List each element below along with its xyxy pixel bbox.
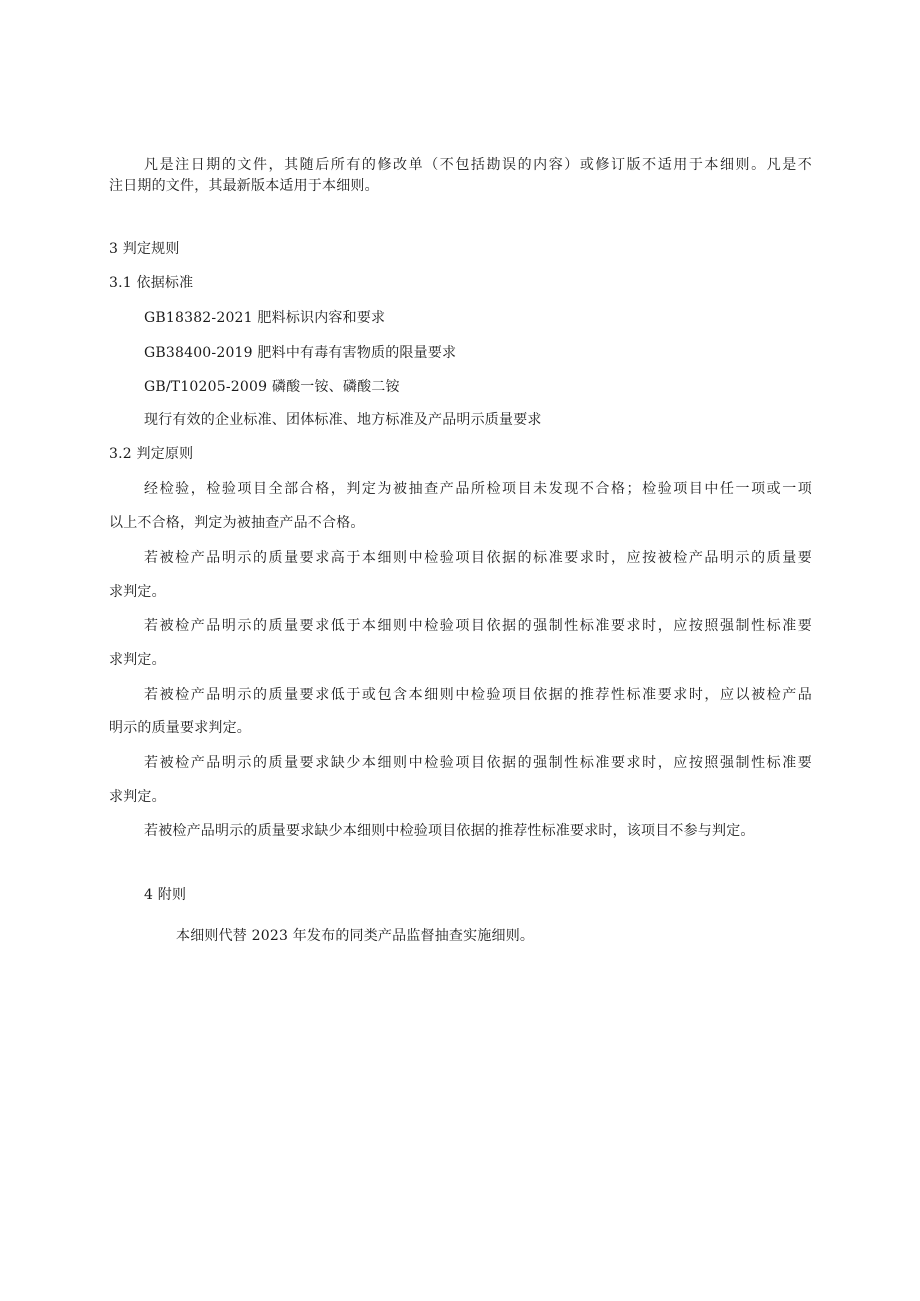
- principle-paragraph-6-line-1: 若被检产品明示的质量要求缺少本细则中检验项目依据的推荐性标准要求时，该项目不参与判定。: [144, 823, 755, 839]
- principle-paragraph-3-line-1: 若被检产品明示的质量要求低于本细则中检验项目依据的强制性标准要求时，应按照强制性标准要: [144, 618, 812, 634]
- intro-paragraph-line-2: 注日期的文件，其最新版本适用于本细则。: [109, 178, 379, 194]
- standard-item: GB/T10205-2009 磷酸一铵、磷酸二铵: [144, 379, 400, 395]
- principle-paragraph-1-line-2: 以上不合格，判定为被抽查产品不合格。: [109, 515, 365, 531]
- principle-paragraph-5-line-2: 求判定。: [109, 789, 166, 805]
- principle-paragraph-1-line-1: 经检验，检验项目全部合格，判定为被抽查产品所检项目未发现不合格；检验项目中任一项或一项: [144, 481, 812, 497]
- section-3-2-heading: 3.2 判定原则: [109, 446, 194, 462]
- standard-item: GB18382-2021 肥料标识内容和要求: [144, 310, 386, 326]
- principle-paragraph-3-line-2: 求判定。: [109, 652, 166, 668]
- section-3-heading: 3 判定规则: [109, 241, 180, 257]
- section-4-heading: 4 附则: [144, 887, 187, 903]
- standard-item: 现行有效的企业标准、团体标准、地方标准及产品明示质量要求: [144, 412, 542, 428]
- section-4-text: 本细则代替 2023 年发布的同类产品监督抽查实施细则。: [176, 928, 535, 944]
- principle-paragraph-4-line-2: 明示的质量要求判定。: [109, 720, 251, 736]
- principle-paragraph-2-line-1: 若被检产品明示的质量要求高于本细则中检验项目依据的标准要求时，应按被检产品明示的质量要: [144, 550, 812, 566]
- principle-paragraph-4-line-1: 若被检产品明示的质量要求低于或包含本细则中检验项目依据的推荐性标准要求时，应以被检产品: [144, 687, 812, 703]
- principle-paragraph-2-line-2: 求判定。: [109, 584, 166, 600]
- principle-paragraph-5-line-1: 若被检产品明示的质量要求缺少本细则中检验项目依据的强制性标准要求时，应按照强制性标准要: [144, 755, 812, 771]
- section-3-1-heading: 3.1 依据标准: [109, 275, 194, 291]
- standard-item: GB38400-2019 肥料中有毒有害物质的限量要求: [144, 345, 457, 361]
- intro-paragraph-line-1: 凡是注日期的文件，其随后所有的修改单（不包括勘误的内容）或修订版不适用于本细则。凡是不: [144, 157, 812, 173]
